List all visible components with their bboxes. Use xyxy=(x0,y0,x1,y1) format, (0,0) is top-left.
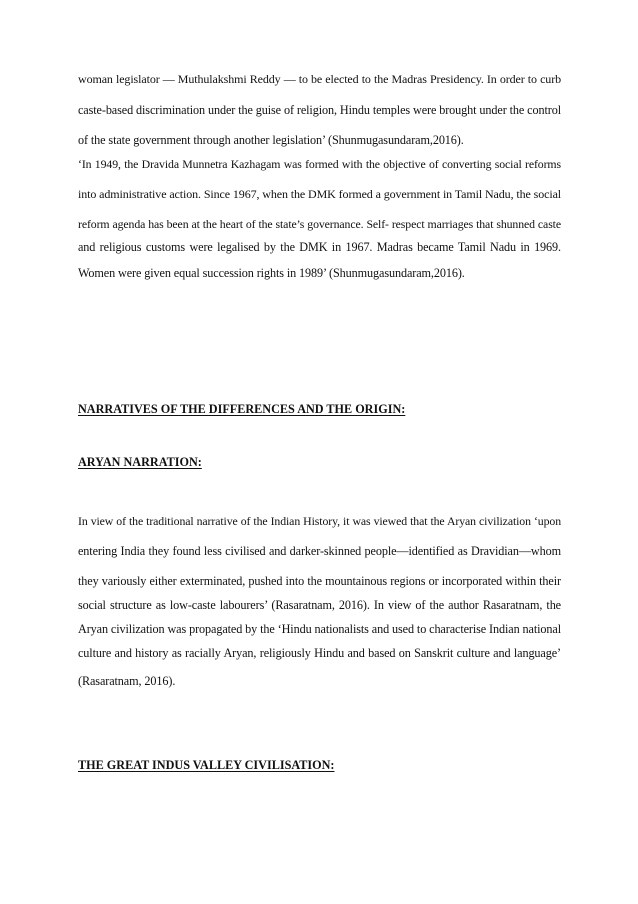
paragraph-2-line-3: reform agenda has been at the heart of the state’s governance. Self- respect marriages that shunned caste xyxy=(78,217,561,231)
paragraph-2-line-5: Women were given equal succession rights in 1989’ (Shunmugasundaram,2016). xyxy=(78,266,465,280)
paragraph-3-line-3: they variously either exterminated, pushed into the mountainous regions or incorporated within their xyxy=(78,574,561,588)
section-heading-narratives: NARRATIVES OF THE DIFFERENCES AND THE ORIGIN: xyxy=(78,402,406,416)
section-heading-indus-valley: THE GREAT INDUS VALLEY CIVILISATION: xyxy=(78,758,335,772)
paragraph-1-line-3: of the state government through another legislation’ (Shunmugasundaram,2016). xyxy=(78,133,464,147)
paragraph-1-line-2: caste-based discrimination under the guise of religion, Hindu temples were brought under the control xyxy=(78,103,561,117)
paragraph-3-line-1: In view of the traditional narrative of the Indian History, it was viewed that the Aryan civilization ‘upon xyxy=(78,514,561,528)
paragraph-1-line-1: woman legislator — Muthulakshmi Reddy — to be elected to the Madras Presidency. In order to curb xyxy=(78,72,561,86)
paragraph-3-line-7: (Rasaratnam, 2016). xyxy=(78,674,176,688)
paragraph-3-line-2: entering India they found less civilised and darker-skinned people—identified as Dravidian—whom xyxy=(78,544,561,558)
paragraph-2-line-2: into administrative action. Since 1967, when the DMK formed a government in Tamil Nadu, the social xyxy=(78,187,562,201)
paragraph-2-line-1: ‘In 1949, the Dravida Munnetra Kazhagam was formed with the objective of converting social reforms xyxy=(78,157,561,171)
paragraph-3-line-5: Aryan civilization was propagated by the ‘Hindu nationalists and used to characterise Indian national xyxy=(78,622,562,636)
section-heading-aryan-narration: ARYAN NARRATION: xyxy=(78,455,202,469)
paragraph-3-line-4: social structure as low-caste labourers’ (Rasaratnam, 2016). In view of the author Rasaratnam, the xyxy=(78,598,561,612)
paragraph-3-line-6: culture and history as racially Aryan, religiously Hindu and based on Sanskrit culture and language’ xyxy=(78,646,561,660)
paragraph-2-line-4: and religious customs were legalised by the DMK in 1967. Madras became Tamil Nadu in 1969. xyxy=(78,240,561,254)
